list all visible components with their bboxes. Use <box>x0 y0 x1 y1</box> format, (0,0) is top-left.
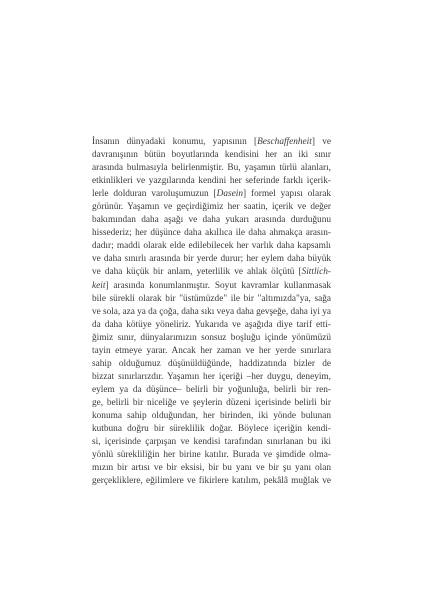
text-line: kutbuna doğru bir süreklilik doğar. Böylece içeriğin kendi- <box>92 424 331 435</box>
text-line: arasında bulmasıyla belirlenmiştir. Bu, yaşamın türlü alanları, <box>92 163 331 174</box>
body-paragraph <box>92 136 331 488</box>
text-line: si, içerisinde çarpışan ve kendisi tarafından sınırlanan bu iki <box>92 437 331 448</box>
text-line: bakımından daha aşağı ve daha yukarı arasında durduğunu <box>92 215 331 226</box>
text-line: sahip olduğumuz düşünüldüğünde, haddizatında bizler de <box>92 358 331 369</box>
text-line: ve sola, aza ya da çoğa, daha sıkı veya daha gevşeğe, daha iyi ya <box>92 306 331 317</box>
text-line: görünür. Yaşamın ve geçirdiğimiz her saatin, içerik ve değer <box>92 202 331 213</box>
text-line: dadır; maddi olarak elde edilebilecek her varlık daha kapsamlı <box>92 241 331 252</box>
text-line: ge, belirli bir niceliğe ve şeylerin düzeni içerisinde belirli bir <box>92 397 331 408</box>
text-line: hissederiz; her düşünce daha akıllıca ile daha ahmakça arasın- <box>92 228 331 239</box>
text-line: etkinlikleri ve yazgılarında kendini her seferinde farklı içerik- <box>92 176 331 187</box>
text-line: ve daha küçük bir anlam, yeterlilik ve ahlak ölçütü [Sittlich- <box>92 267 331 278</box>
text-line: da daha kötüye yöneliriz. Yukarıda ve aşağıda diye tarif etti- <box>92 319 331 330</box>
text-line: yönlü sürekliliğin her birine katılır. Burada ve şimdide olma- <box>92 450 331 461</box>
text-line: davranışının bütün boyutlarında kendisini her an iki sınır <box>92 150 331 161</box>
text-line: bile sürekli olarak bir "üstümüzde" ile bir "altımızda"ya, sağa <box>92 293 331 304</box>
text-line: tayin etmeye yarar. Ancak her zaman ve her yerde sınırlara <box>92 345 331 356</box>
text-line: eylem ya da düşünce– belirli bir yoğunluğa, belirli bir ren- <box>92 384 331 395</box>
text-line: gerçekliklere, eğilimlere ve fikirlere katılım, pekâlâ muğlak ve <box>92 476 331 487</box>
text-line: bizzat sınırlarızdır. Yaşamın her içeriği –her duygu, deneyim, <box>92 371 331 382</box>
text-line: ve daha sınırlı arasında bir yerde durur; her eylem daha büyük <box>92 254 331 265</box>
text-line: mızın bir artısı ve bir eksisi, bir bu yanı ve bir şu yanı olan <box>92 463 331 474</box>
text-line: ğimiz sınır, dünyalarımızın sonsuz boşluğu içinde yönümüzü <box>92 332 331 343</box>
text-line: lerle dolduran varoluşumuzun [Dasein] formel yapısı olarak <box>92 189 331 200</box>
text-line: konuma sahip olduğundan, her birinden, iki yönde bulunan <box>92 410 331 421</box>
text-line: İnsanın dünyadaki konumu, yapısının [Beschaffenheit] ve <box>92 137 331 147</box>
text-line: keit] arasında konumlanmıştır. Soyut kavramlar kullanmasak <box>92 280 331 291</box>
